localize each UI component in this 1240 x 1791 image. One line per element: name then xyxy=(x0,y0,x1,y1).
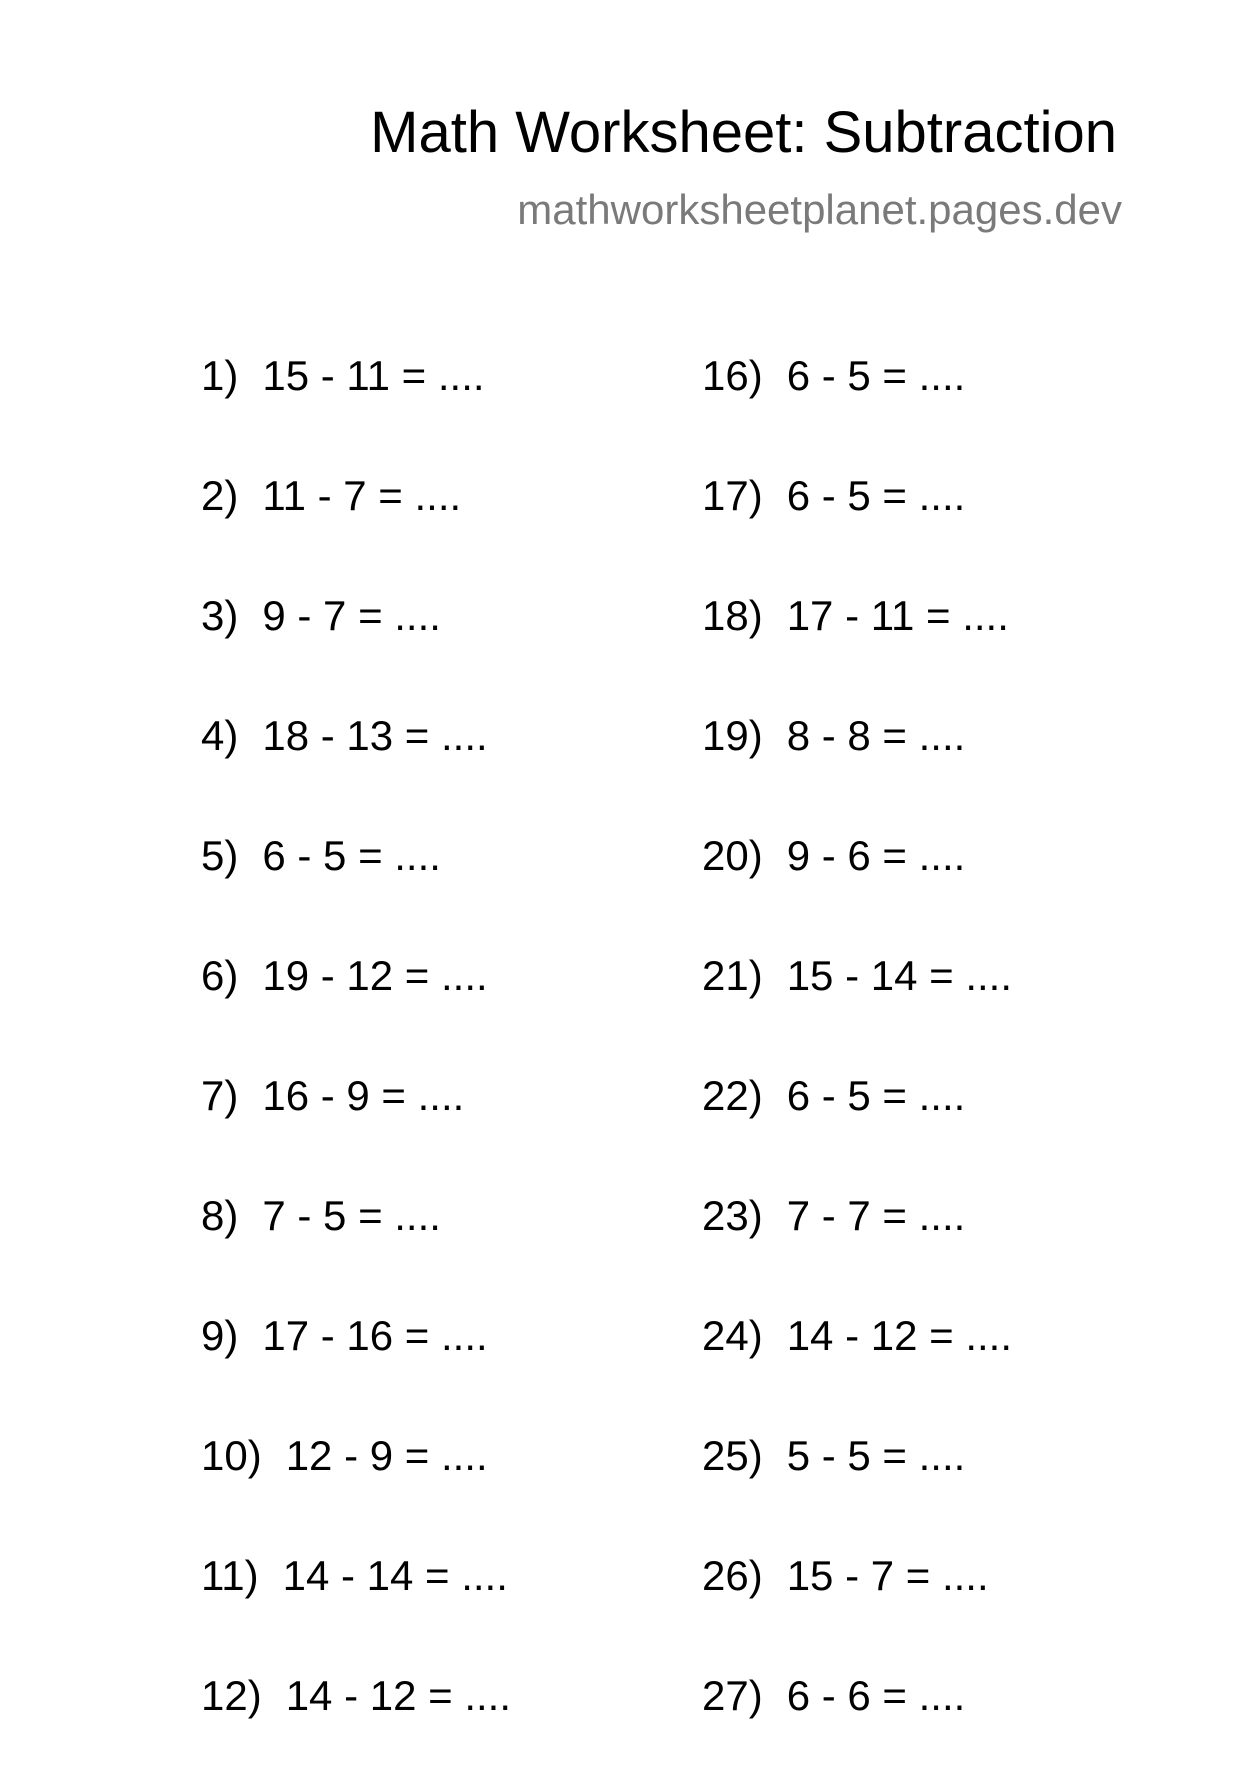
problem-expression: 6 - 5 = .... xyxy=(262,832,441,879)
problem-item xyxy=(201,471,511,591)
problem-number: 5) xyxy=(201,832,239,879)
problem-item xyxy=(702,351,1012,471)
problem-item xyxy=(201,1431,511,1551)
problem-expression: 15 - 7 = .... xyxy=(786,1552,989,1599)
site-url: mathworksheetplanet.pages.dev xyxy=(517,186,1122,233)
problem-number: 17) xyxy=(702,472,763,519)
problem-item xyxy=(702,951,1012,1071)
problem-item xyxy=(201,1311,511,1431)
problem-expression: 6 - 5 = .... xyxy=(786,352,966,399)
problem-expression: 14 - 12 = .... xyxy=(786,1312,1013,1359)
problem-expression: 17 - 16 = .... xyxy=(262,1312,488,1359)
problem-item xyxy=(201,1671,511,1791)
problem-number: 26) xyxy=(702,1552,763,1599)
problem-item xyxy=(201,951,511,1071)
problem-number: 2) xyxy=(201,472,239,519)
problem-expression: 14 - 14 = .... xyxy=(282,1552,508,1599)
problem-number: 9) xyxy=(201,1312,239,1359)
page-title: Math Worksheet: Subtraction xyxy=(370,100,1117,165)
problem-expression: 5 - 5 = .... xyxy=(786,1432,966,1479)
problem-expression: 18 - 13 = .... xyxy=(262,712,488,759)
problem-column-left xyxy=(201,351,511,1791)
problem-number: 27) xyxy=(702,1672,763,1719)
problem-number: 11) xyxy=(201,1552,259,1599)
problem-expression: 8 - 8 = .... xyxy=(786,712,966,759)
problem-item xyxy=(702,1191,1012,1311)
problem-number: 16) xyxy=(702,352,763,399)
problem-item xyxy=(702,471,1012,591)
problem-expression: 11 - 7 = .... xyxy=(262,472,462,519)
problem-item xyxy=(201,1191,511,1311)
problem-expression: 9 - 7 = .... xyxy=(262,592,441,639)
problem-expression: 15 - 14 = .... xyxy=(786,952,1013,999)
problem-item xyxy=(201,831,511,951)
problem-number: 24) xyxy=(702,1312,763,1359)
problem-number: 8) xyxy=(201,1192,239,1239)
problem-number: 1) xyxy=(201,352,239,399)
problem-item xyxy=(702,711,1012,831)
problem-expression: 7 - 5 = .... xyxy=(262,1192,441,1239)
problem-expression: 6 - 5 = .... xyxy=(786,1072,966,1119)
problem-expression: 16 - 9 = .... xyxy=(262,1072,465,1119)
problem-item xyxy=(702,1671,1012,1791)
problem-number: 10) xyxy=(201,1432,262,1479)
problem-item xyxy=(702,1431,1012,1551)
problem-expression: 6 - 5 = .... xyxy=(786,472,966,519)
problem-column-right xyxy=(702,351,1012,1791)
problem-expression: 19 - 12 = .... xyxy=(262,952,488,999)
problem-number: 6) xyxy=(201,952,239,999)
problem-expression: 9 - 6 = .... xyxy=(786,832,966,879)
problem-item xyxy=(201,1071,511,1191)
problem-number: 3) xyxy=(201,592,239,639)
problem-item xyxy=(201,711,511,831)
problem-expression: 17 - 11 = .... xyxy=(786,592,1009,639)
problem-expression: 15 - 11 = .... xyxy=(262,352,485,399)
problem-number: 21) xyxy=(702,952,763,999)
problem-number: 23) xyxy=(702,1192,763,1239)
problem-item xyxy=(201,1551,511,1671)
problem-expression: 7 - 7 = .... xyxy=(786,1192,966,1239)
problem-expression: 14 - 12 = .... xyxy=(285,1672,512,1719)
problem-number: 25) xyxy=(702,1432,763,1479)
problem-number: 18) xyxy=(702,592,763,639)
problem-item xyxy=(702,1551,1012,1671)
problem-number: 19) xyxy=(702,712,763,759)
problem-item xyxy=(201,591,511,711)
problem-number: 7) xyxy=(201,1072,239,1119)
problem-number: 20) xyxy=(702,832,763,879)
problem-item xyxy=(702,591,1012,711)
problem-number: 4) xyxy=(201,712,239,759)
problem-item xyxy=(702,1311,1012,1431)
problem-expression: 12 - 9 = .... xyxy=(285,1432,488,1479)
problem-number: 22) xyxy=(702,1072,763,1119)
problem-expression: 6 - 6 = .... xyxy=(786,1672,966,1719)
problem-item xyxy=(201,351,511,471)
problem-item xyxy=(702,1071,1012,1191)
problem-item xyxy=(702,831,1012,951)
problem-number: 12) xyxy=(201,1672,262,1719)
